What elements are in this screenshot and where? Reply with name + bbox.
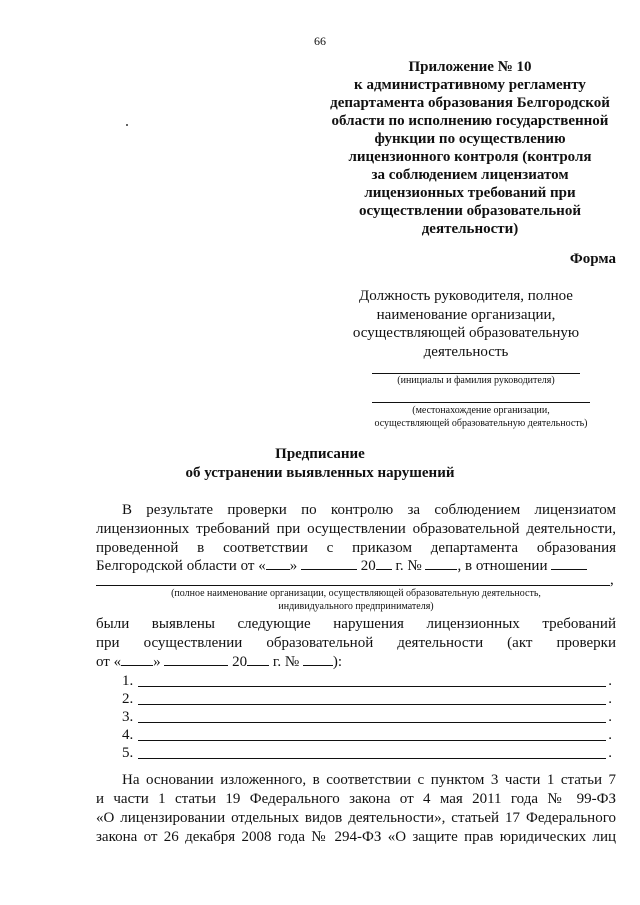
body-line: лицензионных требований при осуществлении образовательной деятельности, (96, 521, 616, 537)
addressee-line: осуществляющей образовательную (352, 325, 580, 341)
appendix-line: к административному регламенту (354, 77, 586, 93)
body-line: На основании изложенного, в соответствии с пунктом 3 части 1 статьи 7 (122, 772, 616, 788)
body-line: были выявлены следующие нарушения лицензионных требований (96, 616, 616, 632)
in-relation-field[interactable] (551, 556, 587, 570)
initials-caption: (инициалы и фамилия руководителя) (397, 375, 555, 386)
appendix-line: департамента образования Белгородской (330, 95, 610, 111)
appendix-line: лицензионных требований при (364, 185, 576, 201)
initials-field-line[interactable] (372, 373, 580, 374)
act-month-field[interactable] (164, 652, 228, 666)
organization-caption-1: (полное наименование организации, осуществляющей образовательную деятельность, (171, 588, 541, 599)
act-number-field[interactable] (303, 652, 333, 666)
appendix-line: за соблюдением лицензиатом (371, 167, 569, 183)
addressee-line: деятельность (423, 343, 509, 360)
form-label: Форма (569, 251, 616, 267)
location-caption-2: осуществляющей образовательную деятельность) (374, 418, 588, 429)
violation-item[interactable]: 3. . (122, 709, 612, 725)
order-year-field[interactable] (376, 556, 392, 570)
act-year-field[interactable] (247, 652, 269, 666)
appendix-line: осуществлении образовательной (359, 203, 581, 219)
act-day-field[interactable] (121, 652, 153, 666)
document-title (0, 445, 640, 483)
title-line-1: Предписание (275, 446, 365, 462)
appendix-line: лицензионного контроля (контроля (348, 149, 592, 165)
body-line: при осуществлении образовательной деятельности (акт проверки (96, 635, 616, 651)
body-line: проведенной в соответствии с приказом департамента образования (96, 540, 616, 556)
scan-speck (126, 124, 128, 126)
body-line: закона от 26 декабря 2008 года № 294-ФЗ «О защите прав юридических лиц (96, 829, 616, 845)
appendix-line: деятельности) (421, 221, 519, 237)
appendix-line: Приложение № 10 (408, 59, 532, 75)
addressee-line: наименование организации, (376, 306, 556, 323)
order-month-field[interactable] (301, 556, 357, 570)
violation-item[interactable]: 1. . (122, 673, 612, 689)
location-caption-1: (местонахождение организации, (412, 405, 550, 416)
body-line: и части 1 статьи 19 Федерального закона от 4 мая 2011 года № 99-ФЗ (96, 791, 616, 807)
addressee-block (350, 287, 582, 361)
appendix-line: области по исполнению государственной (331, 113, 609, 129)
page-number: 66 (314, 34, 326, 48)
violation-item[interactable]: 4. . (122, 727, 612, 743)
organization-field-comma: , (610, 572, 614, 588)
appendix-header (318, 58, 622, 238)
organization-caption-2: индивидуального предпринимателя) (278, 601, 434, 612)
appendix-line: функции по осуществлению (374, 131, 566, 147)
addressee-line: Должность руководителя, полное (359, 288, 573, 304)
body-line: от « » 20 г. № ): (96, 654, 343, 670)
title-line-2: об устранении выявленных нарушений (185, 465, 455, 481)
body-line: В результате проверки по контролю за соблюдением лицензиатом (122, 502, 616, 518)
location-field-line[interactable] (372, 402, 590, 403)
order-day-field[interactable] (266, 556, 290, 570)
violation-item[interactable]: 2. . (122, 691, 612, 707)
order-number-field[interactable] (425, 556, 457, 570)
body-line: «О лицензировании отдельных видов деятельности», статьей 17 Федерального (96, 810, 616, 826)
organization-field-line[interactable] (96, 585, 610, 586)
violation-item[interactable]: 5. . (122, 745, 612, 761)
body-line: Белгородской области от « » 20 г. № , в отношении (96, 556, 616, 576)
